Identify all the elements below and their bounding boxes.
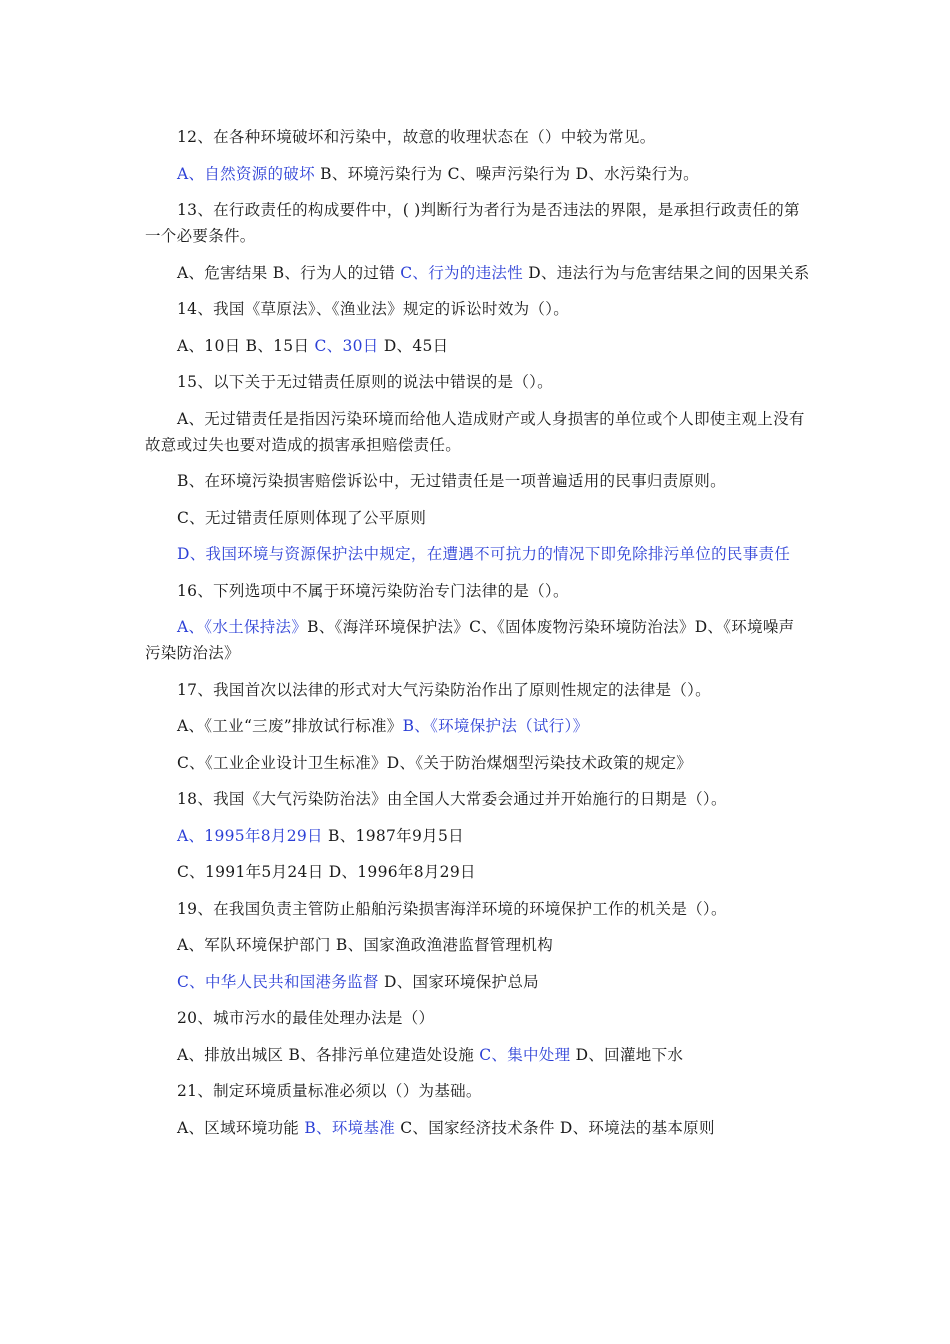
body-text: A、区域环境功能 (177, 1118, 305, 1137)
body-text: C、无过错责任原则体现了公平原则 (177, 508, 427, 527)
body-text: 20、城市污水的最佳处理办法是（） (177, 1009, 435, 1027)
document-paragraph (145, 614, 810, 666)
document-paragraph (145, 406, 810, 458)
document-paragraph (145, 750, 810, 776)
document-paragraph (145, 859, 810, 885)
answer-text: A、自然资源的破坏 (177, 164, 315, 183)
body-text: 18、我国《大气污染防治法》由全国人大常委会通过并开始施行的日期是（）。 (177, 790, 727, 808)
document-paragraph (145, 333, 810, 359)
document-paragraph (145, 1005, 810, 1031)
body-text: D、违法行为与危害结果之间的因果关系 (523, 263, 810, 282)
document-paragraph (145, 505, 810, 531)
body-text: 14、我国《草原法》、《渔业法》规定的诉讼时效为（）。 (177, 300, 570, 318)
body-text: C、国家经济技术条件 D、环境法的基本原则 (395, 1118, 715, 1137)
body-text: D、45日 (378, 336, 449, 355)
body-text: 15、以下关于无过错责任原则的说法中错误的是（）。 (177, 373, 553, 391)
document-paragraph (145, 161, 810, 187)
document-paragraph (145, 786, 810, 812)
document-paragraph (145, 260, 810, 286)
body-text: 16、下列选项中不属于环境污染防治专门法律的是（）。 (177, 581, 569, 600)
body-text: A、10日 B、15日 (177, 336, 315, 355)
document-paragraph (145, 1042, 810, 1068)
answer-text: A、1995年8月29日 (177, 826, 323, 845)
document-paragraph (145, 713, 810, 739)
answer-text: A、《水土保持法》 (177, 618, 308, 636)
body-text: D、回灌地下水 (570, 1045, 684, 1064)
document-paragraph (145, 468, 810, 494)
document-paragraph (145, 896, 810, 922)
body-text: 21、制定环境质量标准必须以（）为基础。 (177, 1082, 482, 1100)
body-text: A、无过错责任是指因污染环境而给他人造成财产或人身损害的单位或个人即使主观上没有故意或过失也要对造成的损害承担赔偿责任。 (145, 409, 805, 454)
document-paragraph (145, 541, 810, 567)
document-paragraph (145, 1078, 810, 1104)
body-text: A、排放出城区 B、各排污单位建造处设施 (177, 1045, 480, 1064)
body-text: A、危害结果 B、行为人的过错 (177, 263, 401, 282)
answer-text: C、30日 (314, 336, 379, 355)
document-paragraph (145, 823, 810, 849)
body-text: B、《海洋环境保护法》C、《固体废物污染环境防治法》D、《环境噪声污染防治法》 (145, 618, 795, 662)
document-paragraph (145, 1115, 810, 1141)
answer-text: C、中华人民共和国港务监督 (177, 972, 379, 991)
body-text: B、1987年9月5日 (322, 826, 464, 845)
document-paragraph (145, 677, 810, 703)
body-text: A、军队环境保护部门 B、国家渔政渔港监督管理机构 (177, 936, 554, 954)
document-paragraph (145, 197, 810, 249)
body-text: A、《工业“三废”排放试行标准》 (177, 717, 403, 735)
body-text: 13、在行政责任的构成要件中，( )判断行为者行为是否违法的界限，是承担行政责任的第一个必要条件。 (145, 201, 800, 245)
document-paragraph (145, 932, 810, 958)
answer-text: D、我国环境与资源保护法中规定，在遭遇不可抗力的情况下即免除排污单位的民事责任 (177, 545, 791, 563)
body-text: B、在环境污染损害赔偿诉讼中，无过错责任是一项普遍适用的民事归责原则。 (177, 472, 726, 490)
document-paragraph (145, 969, 810, 995)
document-paragraph (145, 578, 810, 604)
answer-text: C、集中处理 (479, 1045, 571, 1064)
body-text: 19、在我国负责主管防止船舶污染损害海洋环境的环境保护工作的机关是（）。 (177, 899, 727, 918)
answer-text: C、行为的违法性 (400, 263, 524, 282)
document-paragraph (145, 296, 810, 322)
body-text: 12、在各种环境破坏和污染中，故意的收理状态在（）中较为常见。 (177, 128, 656, 146)
body-text: C、1991年5月24日 D、1996年8月29日 (177, 863, 476, 881)
document-paragraph (145, 124, 810, 150)
answer-text: B、环境基准 (304, 1118, 396, 1137)
body-text: 17、我国首次以法律的形式对大气污染防治作出了原则性规定的法律是（）。 (177, 680, 711, 699)
body-text: B、环境污染行为 C、噪声污染行为 D、水污染行为。 (314, 164, 699, 183)
body-text: C、《工业企业设计卫生标准》D、《关于防治煤烟型污染技术政策的规定》 (177, 753, 692, 772)
document-paragraph (145, 369, 810, 395)
body-text: D、国家环境保护总局 (378, 972, 539, 991)
document-page (145, 124, 810, 1151)
answer-text: B、《环境保护法（试行）》 (402, 717, 589, 735)
